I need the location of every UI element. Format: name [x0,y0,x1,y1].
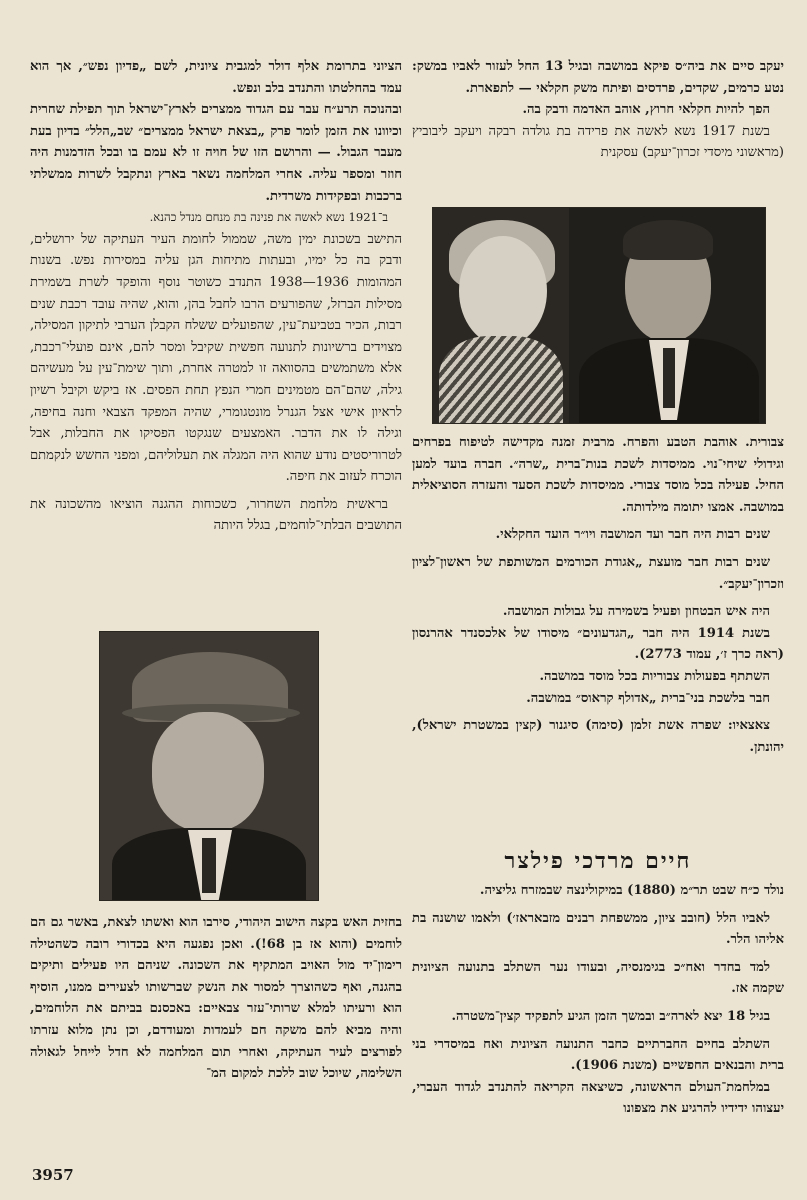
paragraph: הפך להיות חקלאי חרוץ, אוהב האדמה ודבק בה. [522,102,770,118]
paragraph: צאצאיו: שפרה אשת זלמן (סימה) סיגנור (קצין במשטרת ישראל), יהונתן. [412,718,784,755]
paragraph: חבר בלשכת בני־ברית „אדולף קראוס״ במושבה. [526,690,770,706]
left-column-top [30,56,402,537]
paragraph: צבורית. אוהבת הטבע והפרח. מרבית זמנה מקדישה לטיפוח בפרחים וגידולי שיחי־נוי. ממיסדות לשכת בנות־ברית „שרה״. חברה בועד למען החיל. פעילה בכל מוסד צבורי. ממיסדות לשכת הסעד והעזרה הסוציאלית במושבה. אמצו יתומה מילדותה. [412,435,784,515]
portrait-photo [99,631,319,901]
paragraph: במלחמת־העולם הראשונה, כשיצאה הקריאה להתנדב לגדוד העברי, יעצוהו ידידיו להרגיע את מצפונו [412,1079,784,1117]
couple-photo [432,207,766,424]
paragraph: בראשית מלחמת השחרור, כשכוחות ההגנה הוציאו מהשכונה את התושבים הבלתי־לוחמים, בגלל היותה [30,496,402,534]
right-column-bottom [412,880,784,1120]
man-with-hat-portrait [100,632,318,900]
paragraph: בשנת 1914 היה חבר „הגדעונים״ מיסודו של אלכסנדר אהרנסון (ראה כרך ז׳, עמוד 2773). [412,625,784,663]
paragraph: הציוני בתרומת אלף דולר למגבית ציונית, לשם „פדיון נפש״, אך הוא עמד בהחלטתו והתנדב בלב ונפש. [30,59,402,96]
woman-portrait [433,208,569,423]
right-column-middle [412,432,784,758]
biography-heading: חיים מרדכי פילצר [504,848,692,874]
paragraph: ב־1921 נשא לאשה את פנינה בת מנחם מנדל כהנא. [149,210,388,225]
paragraph: בשנת 1917 נשא לאשה את פרידה בת גולדה רבקה ויעקב ליבוביץ (מראשוני מיסדי זכרון־יעקב) עסקנית [412,123,784,161]
page-number: 3957 [32,1166,74,1184]
paragraph: למד בחדר ואח״כ בגימנסיה, ובעודו נער השתלב בתנועה הציונית שקמה אז. [412,959,784,997]
paragraph: שנים רבות חבר מועצת „אגודת הכורמים המשותפת של ראשון־לציון וזכרון־יעקב״. [412,554,784,592]
paragraph: לאביו הלל (חובב ציון, ממשפחת רבנים מזבאראז׳) ולאמו שושנה בת אליהו הלר. [412,910,784,948]
right-column-top [412,56,784,164]
left-column-bottom [30,912,402,1085]
paragraph: השתתף בפעולות צבוריות בכל מוסד במושבה. [539,668,770,684]
paragraph: יעקב סיים את ביה״ס פיקא במושבה ובגיל 13 החל לעזור לאביו במשק: נטע כרמים, שקדים, פרדסים ופיתח משק חקלאי — לתפארת. [412,59,784,96]
paragraph: היה איש הבטחון ופעיל בשמירה על גבולות המושבה. [502,604,770,620]
paragraph: השתלב בחיים החברתיים כחבר התנועה הציונית ואח במיסדרי בני ברית והבנאים החפשיים (משנת 1906). [412,1036,784,1074]
paragraph: שנים רבות היה חבר ועד המושבה ויו״ר הועד החקלאי. [495,527,770,543]
paragraph: נולד כ״ח שבט תר״מ (1880) במיקולינצה שבמזרח גליציה. [479,883,784,898]
paragraph: בגיל 18 יצא לארה״ב ובמשך הזמן הגיע לתפקיד קצין־משטרה. [451,1008,770,1024]
man-portrait [569,208,765,423]
paragraph: ובהנוכה תרע״ח עבר עם הגדוד ממצרים לארץ־ישראל תוך תפילת שחרית וכיוונו את הזמן לומר פרק „בצאת ישראל ממצרים״ שב„הלל״ בדיון בעת מעבר הגבול. — והרושם הזו של חויה זו לא עמם בו ובכל הזדמנות היה חוזר ומספר עליה. אחרי המלחמה נשאר בארץ ונתקבל לשרות ממשלתי ברכבות ובפקידות משרדית. [30,102,402,204]
paragraph: בחזית האש בקצה הישוב היהודי, סירבו הוא ואשתו לצאת, באשר גם הם לוחמים (והוא אז בן 68!). ואכן נפגעה היא בכדורי רובה כשהטילה רימון־יד מול האויב המתקיף את השכונה. שניהם היו פעילים ותיקים בהגנה, ואף כשהוצרך למסור את הנשק שברשותו לצעירים ממנו, הוסיף הוא ורעיתו למלא שרותי־עזר צבאיים: באכסנם בביתם את הלוחמים, והיה מביא להם משקה חם לעמדות ומעודדם, וכן נתן מלוא עזרתו לפורצים לעיר העתיקה, ואחרי תום המלחמה לא חדל לייחל לגאולה השלימה, שיוכל שוב ללכת למקום המ־ [30,915,402,1082]
paragraph: התישב בשכונת ימין משה, שממול לחומת העיר העתיקה של ירושלים, ודבק בה כל ימיו, ובעתות מתיחות הגן עליה במסירות נפש. בשנות המהומות 1936—1938 התנדב כשוטר נוסף והופקד לשרת בשמירת מסילות הברזל, שהפורעים הרבו לחבל בהן, והוא, שהיה עובד רכבת שנים רבות, הכיר בטביעת־עין, שהפועלים ששלח הקבלן הערבי לתיקון המסילה, מצוידים ברשיונות לתנועה חפשית שקיבל ומסר להם, אינם פועלי־רכבת, אלא משתמשים בהסוואה זו למטרה אחרת, ותוך שימת־עין על מעשיהם גילה, שהם־הם מטמינים חמרי הנפץ תחת הפסים. אז ביקש וקיבל רשיון לראיון אישי אצל הגנרל מונטגומרי, שהיה המפקד הצבאי וחנה בחיפה, וגילה לו את הדבר. האמצעים שנגקטו הפסיקו את החבלות, אבל לטרוריסטים נודע שהוא היה המגלה את תעלוליהם, ומפני החשש לנקמתם הוכרח לעזוב את חיפה. [30,231,402,485]
faded-running-head [470,30,610,44]
